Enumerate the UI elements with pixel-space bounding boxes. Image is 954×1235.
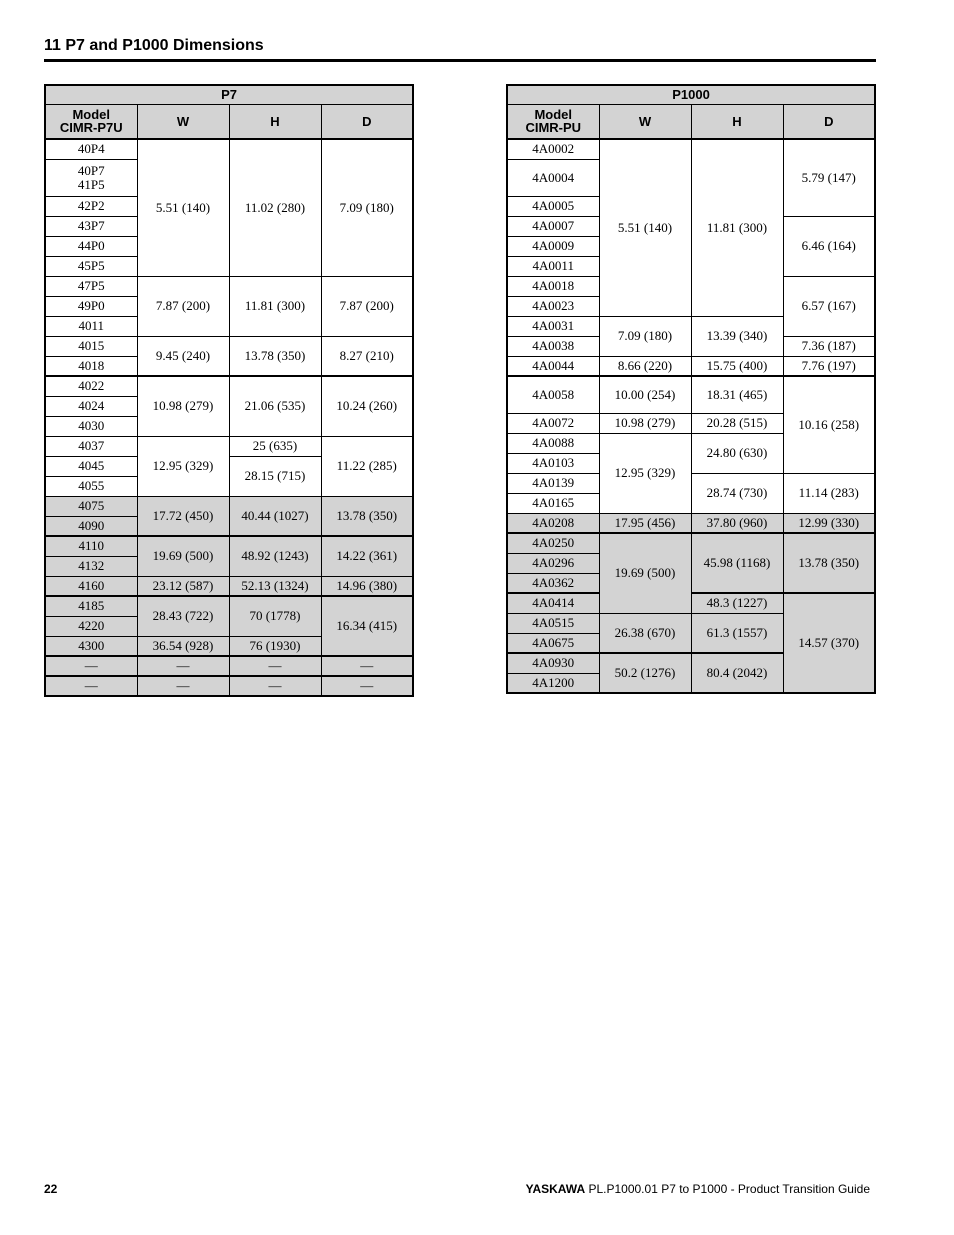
p1000-model-cell: 4A0002 [507, 139, 599, 159]
p7-model-cell: 4220 [45, 616, 137, 636]
p7-d-cell: 16.34 (415) [321, 596, 413, 656]
p7-h-cell: 70 (1778) [229, 596, 321, 636]
p7-model-cell: 4022 [45, 376, 137, 396]
p7-model-cell: 43P7 [45, 216, 137, 236]
p7-h-cell: 21.06 (535) [229, 376, 321, 436]
p1000-h-cell: 18.31 (465) [691, 376, 783, 413]
p7-h-cell: 25 (635) [229, 436, 321, 456]
p7-model-cell: 4110 [45, 536, 137, 556]
p7-h-cell: 48.92 (1243) [229, 536, 321, 576]
document-footer [526, 1182, 870, 1196]
p7-model-cell: 45P5 [45, 256, 137, 276]
p7-w-header: W [137, 104, 229, 139]
p1000-model-cell: 4A0250 [507, 533, 599, 553]
p1000-model-header: Model CIMR-PU [507, 104, 599, 139]
p7-model-cell: 4037 [45, 436, 137, 456]
p1000-h-cell: 37.80 (960) [691, 513, 783, 533]
p1000-w-cell: 10.00 (254) [599, 376, 691, 413]
p1000-w-cell: 10.98 (279) [599, 413, 691, 433]
p7-model-cell: 4024 [45, 396, 137, 416]
p7-model-cell: 40P4 [45, 139, 137, 159]
p1000-model-cell: 4A0139 [507, 473, 599, 493]
p1000-model-cell: 4A0103 [507, 453, 599, 473]
p7-d-cell: 8.27 (210) [321, 336, 413, 376]
p1000-w-cell: 8.66 (220) [599, 356, 691, 376]
p7-h-cell: — [229, 656, 321, 676]
p7-d-cell: 10.24 (260) [321, 376, 413, 436]
p1000-w-cell: 50.2 (1276) [599, 653, 691, 693]
p1000-model-cell: 4A0007 [507, 216, 599, 236]
p1000-model-cell: 4A0515 [507, 613, 599, 633]
page-number: 22 [44, 1182, 58, 1196]
p7-d-cell: — [321, 676, 413, 696]
p1000-d-header: D [783, 104, 875, 139]
p1000-d-cell: 7.76 (197) [783, 356, 875, 376]
p7-h-header: H [229, 104, 321, 139]
p1000-h-cell: 13.39 (340) [691, 316, 783, 356]
p1000-model-cell: 4A0072 [507, 413, 599, 433]
p1000-model-cell: 4A0675 [507, 633, 599, 653]
p7-h-cell: 52.13 (1324) [229, 576, 321, 596]
p7-model-cell: 4045 [45, 456, 137, 476]
p7-model-cell: 4185 [45, 596, 137, 616]
p7-model-cell: 4011 [45, 316, 137, 336]
p1000-model-cell: 4A0930 [507, 653, 599, 673]
p7-model-cell: 4300 [45, 636, 137, 656]
header-rule [44, 59, 876, 62]
p1000-model-cell: 4A0018 [507, 276, 599, 296]
p1000-d-cell: 6.57 (167) [783, 276, 875, 336]
p7-w-cell: 7.87 (200) [137, 276, 229, 336]
p1000-h-cell: 11.81 (300) [691, 139, 783, 316]
p7-model-cell: 42P2 [45, 196, 137, 216]
p7-w-cell: 9.45 (240) [137, 336, 229, 376]
p1000-h-cell: 45.98 (1168) [691, 533, 783, 593]
p7-w-cell: — [137, 676, 229, 696]
p1000-h-cell: 28.74 (730) [691, 473, 783, 513]
p1000-model-cell: 4A0058 [507, 376, 599, 413]
p1000-model-cell: 4A0044 [507, 356, 599, 376]
p7-d-cell: 7.09 (180) [321, 139, 413, 276]
p7-d-cell: 14.96 (380) [321, 576, 413, 596]
p7-h-cell: — [229, 676, 321, 696]
p7-d-cell: 11.22 (285) [321, 436, 413, 496]
p1000-d-cell: 10.16 (258) [783, 376, 875, 473]
p1000-model-cell: 4A0004 [507, 159, 599, 196]
p1000-model-cell: 4A0208 [507, 513, 599, 533]
p1000-model-cell: 4A0038 [507, 336, 599, 356]
p1000-dimensions-table [506, 84, 876, 694]
p1000-model-cell: 4A0362 [507, 573, 599, 593]
p1000-table-title: P1000 [507, 85, 875, 104]
p7-w-cell: 5.51 (140) [137, 139, 229, 276]
document-title: PL.P1000.01 P7 to P1000 - Product Transition Guide [585, 1182, 870, 1196]
p7-model-cell: 44P0 [45, 236, 137, 256]
p1000-d-cell: 11.14 (283) [783, 473, 875, 513]
p7-d-cell: 7.87 (200) [321, 276, 413, 336]
p7-d-header: D [321, 104, 413, 139]
p1000-h-cell: 80.4 (2042) [691, 653, 783, 693]
p7-model-cell: 4090 [45, 516, 137, 536]
p7-h-cell: 11.81 (300) [229, 276, 321, 336]
p1000-model-cell: 4A0165 [507, 493, 599, 513]
p7-model-cell: 49P0 [45, 296, 137, 316]
p7-h-cell: 13.78 (350) [229, 336, 321, 376]
p7-h-cell: 11.02 (280) [229, 139, 321, 276]
p7-model-cell: 40P7 41P5 [45, 159, 137, 196]
p7-h-cell: 40.44 (1027) [229, 496, 321, 536]
p1000-w-cell: 19.69 (500) [599, 533, 691, 613]
p1000-w-header: W [599, 104, 691, 139]
p1000-h-cell: 15.75 (400) [691, 356, 783, 376]
p7-model-cell: — [45, 656, 137, 676]
p1000-w-cell: 26.38 (670) [599, 613, 691, 653]
p7-w-cell: 12.95 (329) [137, 436, 229, 496]
p7-d-cell: 14.22 (361) [321, 536, 413, 576]
p1000-model-cell: 4A0023 [507, 296, 599, 316]
p1000-d-cell: 13.78 (350) [783, 533, 875, 593]
p7-model-cell: 4075 [45, 496, 137, 516]
p1000-d-cell: 5.79 (147) [783, 139, 875, 216]
p7-h-cell: 28.15 (715) [229, 456, 321, 496]
p1000-h-cell: 48.3 (1227) [691, 593, 783, 613]
p7-w-cell: 19.69 (500) [137, 536, 229, 576]
page-title: 11 P7 and P1000 Dimensions [44, 37, 264, 54]
p7-dimensions-table [44, 84, 414, 697]
p1000-w-cell: 12.95 (329) [599, 433, 691, 513]
p7-model-cell: 4055 [45, 476, 137, 496]
p7-d-cell: — [321, 656, 413, 676]
p7-model-cell: — [45, 676, 137, 696]
p1000-h-cell: 24.80 (630) [691, 433, 783, 473]
p7-w-cell: 23.12 (587) [137, 576, 229, 596]
p7-model-cell: 4160 [45, 576, 137, 596]
p1000-model-cell: 4A0088 [507, 433, 599, 453]
p7-h-cell: 76 (1930) [229, 636, 321, 656]
p1000-model-cell: 4A0009 [507, 236, 599, 256]
p1000-w-cell: 17.95 (456) [599, 513, 691, 533]
p1000-model-cell: 4A0296 [507, 553, 599, 573]
p1000-h-cell: 20.28 (515) [691, 413, 783, 433]
p7-model-cell: 47P5 [45, 276, 137, 296]
p1000-model-cell: 4A0005 [507, 196, 599, 216]
p1000-w-cell: 7.09 (180) [599, 316, 691, 356]
p7-w-cell: 10.98 (279) [137, 376, 229, 436]
p7-model-cell: 4132 [45, 556, 137, 576]
p1000-h-cell: 61.3 (1557) [691, 613, 783, 653]
p1000-d-cell: 12.99 (330) [783, 513, 875, 533]
p7-model-header: Model CIMR-P7U [45, 104, 137, 139]
p7-table-title: P7 [45, 85, 413, 104]
p1000-model-cell: 4A0414 [507, 593, 599, 613]
p7-w-cell: — [137, 656, 229, 676]
p1000-model-cell: 4A0011 [507, 256, 599, 276]
p1000-d-cell: 6.46 (164) [783, 216, 875, 276]
p1000-d-cell: 14.57 (370) [783, 593, 875, 693]
p7-model-cell: 4030 [45, 416, 137, 436]
p7-w-cell: 36.54 (928) [137, 636, 229, 656]
p1000-model-cell: 4A0031 [507, 316, 599, 336]
p7-model-cell: 4015 [45, 336, 137, 356]
p1000-d-cell: 7.36 (187) [783, 336, 875, 356]
brand-name: YASKAWA [525, 1182, 586, 1196]
p7-d-cell: 13.78 (350) [321, 496, 413, 536]
p7-model-cell: 4018 [45, 356, 137, 376]
p1000-model-cell: 4A1200 [507, 673, 599, 693]
p7-w-cell: 17.72 (450) [137, 496, 229, 536]
p1000-w-cell: 5.51 (140) [599, 139, 691, 316]
p7-w-cell: 28.43 (722) [137, 596, 229, 636]
p1000-h-header: H [691, 104, 783, 139]
